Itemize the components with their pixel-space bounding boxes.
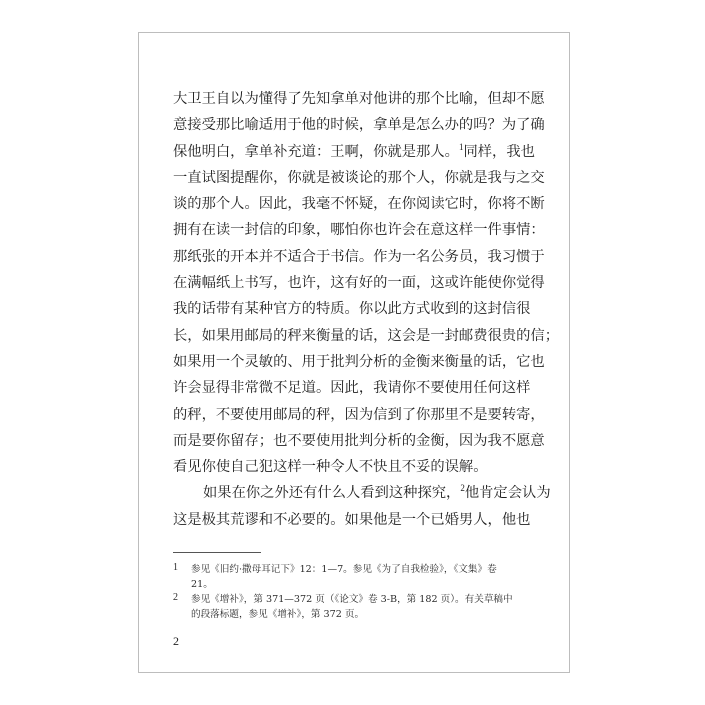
text-line: 许会显得非常微不足道。因此，我请你不要使用任何这样 [173,380,531,397]
footnote-divider [173,552,261,553]
text-line: 大卫王自以为懂得了先知拿单对他讲的那个比喻，但却不愿 [173,91,545,107]
text-line: 拥有在读一封信的印象，哪怕你也许会在意这样一件事情： [173,222,545,239]
footnote-number: 2 [173,592,178,603]
text-line: 在满幅纸上书写，也许，这有好的一面，这或许能使你觉得 [173,275,545,292]
text-line: 谈的那个人。因此，我毫不怀疑，在你阅读它时，你将不断 [173,196,545,213]
text-line: 看见你使自己犯这样一种令人不快且不妥的误解。 [173,459,488,476]
footnote-line: 参见《增补》，第 371—372 页（《论文》卷 3-B，第 182 页）。有关草稿中 [191,594,513,605]
footnote-text [191,592,517,622]
footnote-mark: 2 [460,483,465,494]
text-line: 这是极其荒谬和不必要的。如果他是一个已婚男人，他也 [173,511,531,528]
text-line: 意接受那比喻适用于他的时候，拿单是怎么办的吗？为了确 [173,117,545,134]
text-line: 长，如果用邮局的秤来衡量的话，这会是一封邮费很贵的信； [173,327,560,344]
text-segment: 如果在你之外还有什么人看到这种探究， [203,485,461,502]
footnote-number: 1 [173,562,178,573]
text-segment: 他肯定会认为 [464,485,551,502]
text-line: 一直试图提醒你，你就是被谈论的那个人，你就是我与之交 [173,169,545,186]
text-line: 的秤，不要使用邮局的秤，因为信到了你那里不是要转寄， [173,406,545,423]
text-line: 那纸张的开本并不适合于书信。作为一名公务员，我习惯于 [173,248,545,265]
footnote-line: 的段落标题，参见《增补》，第 372 页。 [191,609,365,620]
text-line [173,139,535,165]
text-line: 如果用一个灵敏的、用于批判分析的金衡来衡量的话，它也 [173,353,545,370]
text-line: 而是要你留存；也不要使用批判分析的金衡，因为我不愿意 [173,432,545,449]
footnote-line: 21。 [191,579,213,590]
text-line [173,480,551,506]
text-segment: 同样，我也 [463,143,535,160]
text-line: 我的话带有某种官方的特质。你以此方式收到的这封信很 [173,301,531,318]
main-text [173,86,560,533]
footnote-mark: 1 [458,141,464,152]
footnote-line: 参见《旧约·撒母耳记下》12：1—7。参见《为了自我检验》，《文集》卷 [191,564,497,575]
text-segment: 保他明白，拿单补充道：王啊，你就是那人。 [173,143,459,160]
footnote-text [191,562,517,592]
page-number: 2 [173,634,179,648]
